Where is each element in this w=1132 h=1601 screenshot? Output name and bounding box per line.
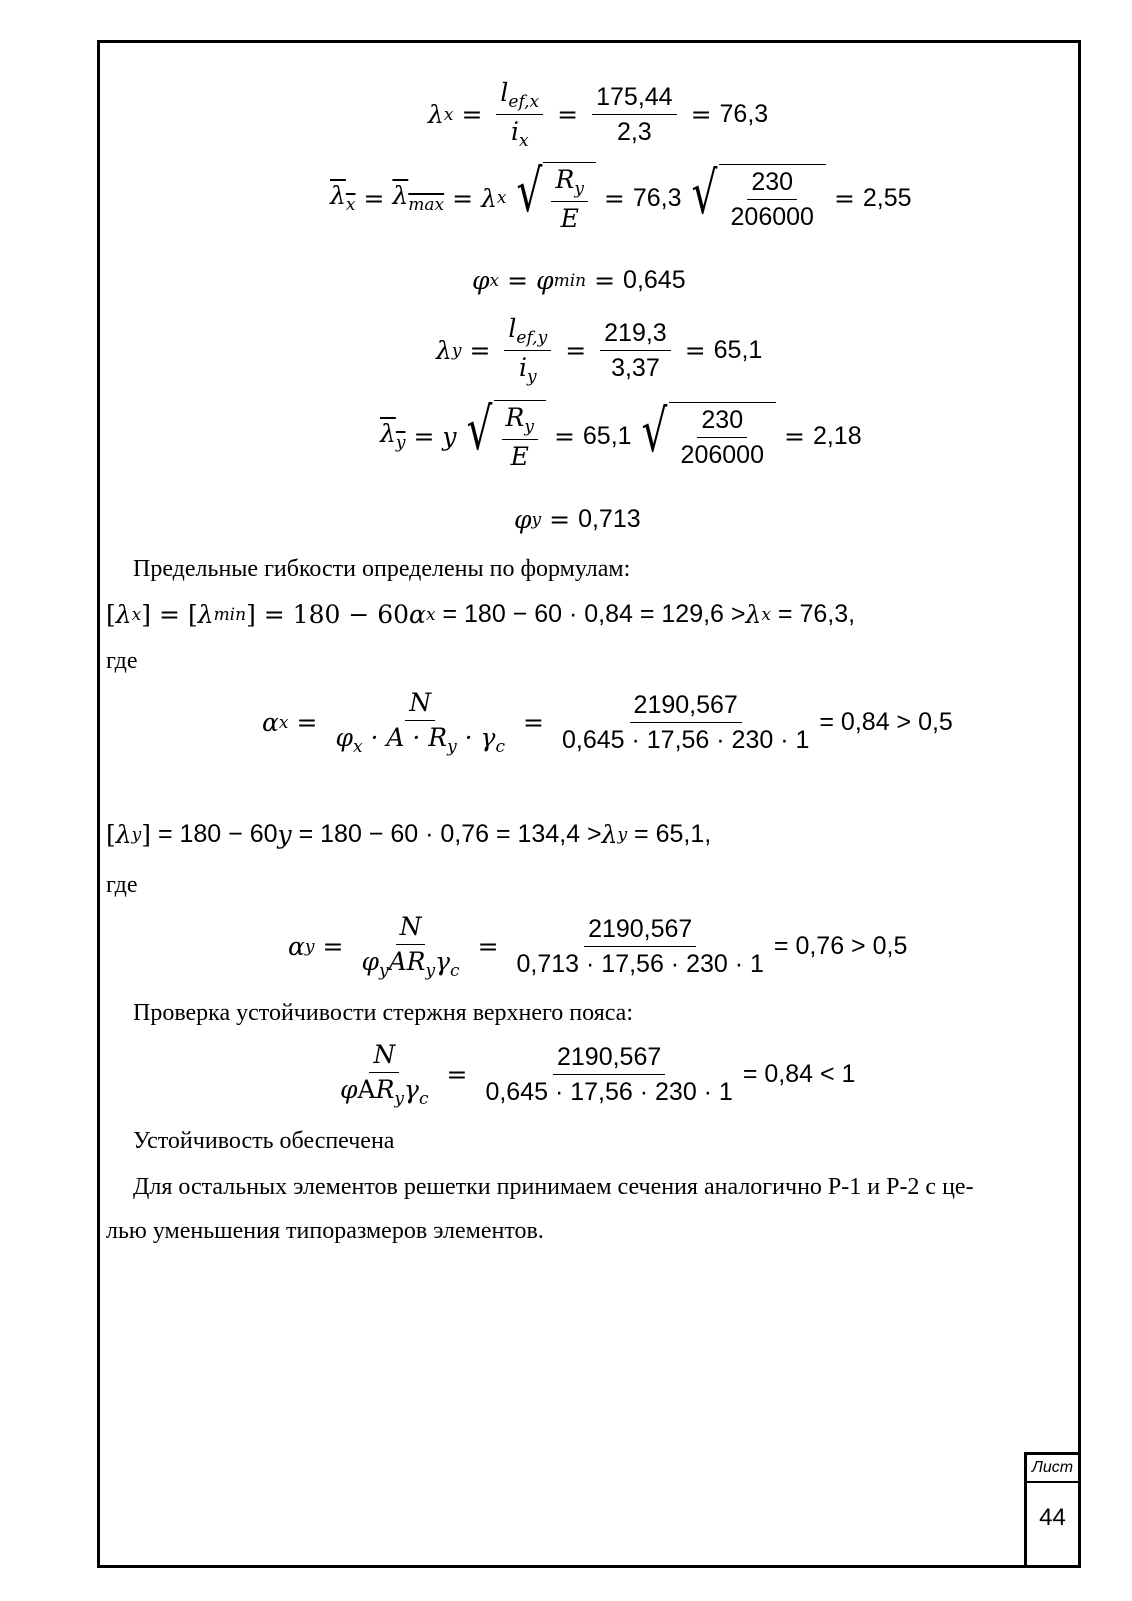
formula-lambda-x: λ x = $\frac{l_{ef,x}}{i_x}$ = $\frac{175,44}{2,3}$ = 76,3	[428, 78, 769, 152]
formula-lambda-x-bar: $\lambda_x$ = $\lambda_{max}$ = λ x √ $\frac{R_y}{E}$ = 76,3 √ $\frac{230}{206000}$ = 2,55	[330, 157, 912, 234]
paragraph-rest-line2: лью уменьшения типоразмеров элементов.	[106, 1218, 544, 1244]
paragraph-stable: Устойчивость обеспечена	[133, 1128, 395, 1154]
label-where-2: где	[106, 872, 138, 898]
stamp-label: Лист	[1027, 1455, 1078, 1483]
formula-alpha-y: α y = $\frac{N}{\varphi_yAR_y\gamma_c}$ = $\frac{2190,567}{0,713 \cdot 17,56 \cdot 230 \cdot 1}$ = 0,76 > 0,5	[288, 912, 908, 981]
formula-alpha-x: α x = $\frac{N}{\varphi_x \cdot A \cdot R_y \cdot \gamma_c}$ = $\frac{2190,567}{0,645 \cdot 17,56 \cdot 230 \cdot 1}$ = 0,84 > 0,5	[262, 688, 953, 757]
label-where-1: где	[106, 648, 138, 674]
paragraph-rest-line1: Для остальных элементов решетки принимаем сечения аналогично Р-1 и Р-2 с це-	[133, 1174, 974, 1200]
formula-phi-y: φ y = 0,713	[514, 505, 641, 534]
formula-limit-x: [ λ x ] = [ λ min ] = 180 − 60 α x = 180 − 60 · 0,84 = 129,6 > λ x = 76,3,	[106, 600, 856, 629]
page-stamp	[1024, 1452, 1078, 1565]
formula-limit-y: [ λ y ] = 180 − 60 y = 180 − 60 · 0,76 = 134,4 > λ y = 65,1,	[106, 820, 712, 849]
formula-lambda-y: λ y = $\frac{l_{ef,y}}{i_y}$ = $\frac{219,3}{3,37}$ = 65,1	[436, 314, 763, 388]
formula-phi-x: φ x = φ min = 0,645	[472, 266, 686, 295]
formula-check: $\frac{N}{\varphi AR_y\gamma_c}$ = $\frac{2190,567}{0,645 \cdot 17,56 \cdot 230 \cdot 1}$ = 0,84 < 1	[340, 1040, 856, 1109]
formula-lambda-y-bar: $\lambda_y$ = y √ $\frac{R_y}{E}$ = 65,1 √ $\frac{230}{206000}$ = 2,18	[380, 395, 862, 472]
page-number: 44	[1039, 1504, 1066, 1531]
paragraph-limits: Предельные гибкости определены по формулам:	[133, 556, 631, 582]
paragraph-check: Проверка устойчивости стержня верхнего пояса:	[133, 1000, 633, 1026]
